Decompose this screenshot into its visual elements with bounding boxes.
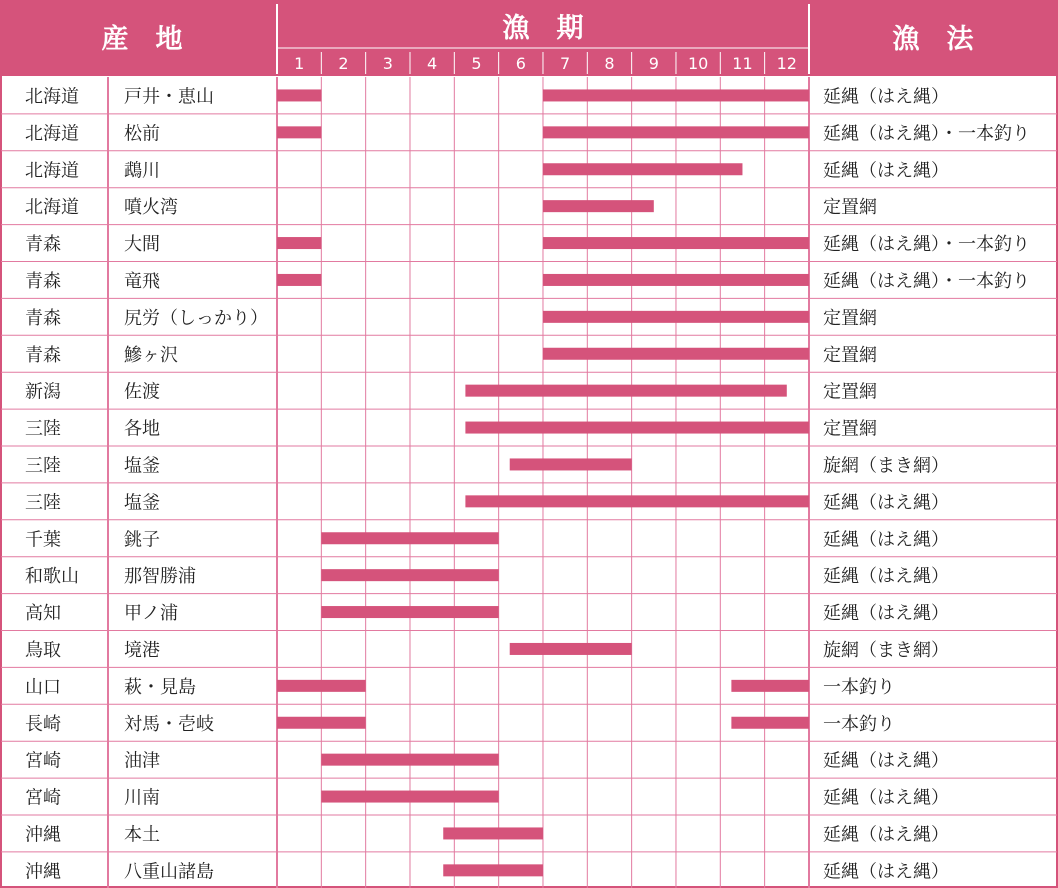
season-bar: [277, 717, 366, 729]
season-bar: [543, 237, 809, 249]
area-cell: 鵡川: [124, 160, 160, 182]
month-label: 6: [515, 54, 526, 73]
area-cell: 松前: [124, 123, 160, 145]
season-bar: [321, 569, 498, 581]
area-cell: 対馬・壱岐: [124, 713, 214, 735]
season-bar: [543, 348, 809, 360]
month-label: 7: [560, 54, 571, 73]
method-cell: 旋網（まき網）: [823, 639, 949, 661]
season-bar: [543, 163, 742, 175]
area-cell: 竜飛: [124, 270, 160, 292]
area-cell: 境港: [124, 639, 160, 661]
prefecture-cell: 高知: [25, 603, 61, 625]
prefecture-cell: 北海道: [25, 160, 79, 182]
method-cell: 延縄（はえ縄）: [823, 861, 949, 883]
area-cell: 尻労（しっかり）: [124, 307, 268, 329]
season-bar: [277, 126, 321, 138]
area-cell: 川南: [124, 787, 160, 809]
month-label: 2: [338, 54, 349, 73]
prefecture-cell: 青森: [25, 307, 61, 329]
area-cell: 大間: [124, 234, 160, 256]
month-label: 1: [294, 54, 305, 73]
month-label: 9: [648, 54, 659, 73]
area-cell: 各地: [124, 418, 160, 440]
season-bar: [543, 89, 809, 101]
area-cell: 銚子: [124, 529, 160, 551]
method-cell: 定置網: [823, 418, 877, 440]
area-cell: 鰺ヶ沢: [124, 344, 178, 366]
prefecture-cell: 沖縄: [25, 824, 61, 846]
season-bar: [465, 495, 809, 507]
prefecture-cell: 宮崎: [25, 750, 61, 772]
month-label: 11: [732, 54, 753, 73]
method-cell: 延縄（はえ縄）: [823, 86, 949, 108]
prefecture-cell: 山口: [25, 676, 61, 698]
season-bar: [731, 717, 809, 729]
method-cell: 延縄（はえ縄）・一本釣り: [823, 123, 1030, 145]
season-bar: [543, 274, 809, 286]
method-cell: 延縄（はえ縄）・一本釣り: [823, 270, 1030, 292]
method-cell: 定置網: [823, 307, 877, 329]
prefecture-cell: 青森: [25, 270, 61, 292]
method-cell: 延縄（はえ縄）: [823, 603, 949, 625]
season-bar: [543, 311, 809, 323]
area-cell: 萩・見島: [124, 676, 196, 698]
method-cell: 定置網: [823, 344, 877, 366]
season-bar: [277, 89, 321, 101]
season-header: 漁 期: [502, 13, 584, 44]
region-header: 産 地: [101, 24, 183, 55]
area-cell: 塩釜: [124, 455, 160, 477]
prefecture-cell: 和歌山: [25, 566, 79, 588]
area-cell: 油津: [124, 750, 160, 772]
prefecture-cell: 青森: [25, 234, 61, 256]
season-bar: [443, 864, 543, 876]
method-cell: 旋網（まき網）: [823, 455, 949, 477]
method-cell: 延縄（はえ縄）: [823, 529, 949, 551]
area-cell: 噴火湾: [124, 197, 178, 219]
season-bar: [321, 532, 498, 544]
prefecture-cell: 三陸: [25, 455, 61, 477]
method-cell: 延縄（はえ縄）: [823, 787, 949, 809]
prefecture-cell: 千葉: [25, 529, 61, 551]
prefecture-cell: 長崎: [25, 713, 61, 735]
season-bar: [277, 237, 321, 249]
prefecture-cell: 新潟: [25, 381, 61, 403]
area-cell: 甲ノ浦: [124, 603, 178, 625]
month-label: 5: [471, 54, 482, 73]
area-cell: 佐渡: [124, 381, 160, 403]
season-bar: [510, 643, 632, 655]
prefecture-cell: 沖縄: [25, 861, 61, 883]
method-cell: 延縄（はえ縄）: [823, 824, 949, 846]
season-bar: [465, 422, 809, 434]
method-cell: 一本釣り: [823, 676, 895, 698]
prefecture-cell: 宮崎: [25, 787, 61, 809]
season-bar: [277, 274, 321, 286]
season-bar: [543, 200, 654, 212]
month-label: 10: [687, 54, 709, 73]
method-cell: 延縄（はえ縄）: [823, 160, 949, 182]
prefecture-cell: 鳥取: [25, 639, 61, 661]
prefecture-cell: 北海道: [25, 86, 79, 108]
method-cell: 延縄（はえ縄）: [823, 492, 949, 514]
area-cell: 戸井・恵山: [124, 86, 214, 108]
season-bar: [321, 791, 498, 803]
prefecture-cell: 北海道: [25, 197, 79, 219]
season-bar: [465, 385, 786, 397]
method-header: 漁 法: [892, 24, 974, 55]
method-cell: 定置網: [823, 197, 877, 219]
season-bar: [321, 754, 498, 766]
prefecture-cell: 三陸: [25, 492, 61, 514]
prefecture-cell: 北海道: [25, 123, 79, 145]
season-bar: [731, 680, 809, 692]
method-cell: 定置網: [823, 381, 877, 403]
season-bar: [321, 606, 498, 618]
method-cell: 延縄（はえ縄）: [823, 750, 949, 772]
area-cell: 八重山諸島: [124, 861, 214, 883]
season-bar: [543, 126, 809, 138]
area-cell: 那智勝浦: [124, 566, 196, 588]
prefecture-cell: 三陸: [25, 418, 61, 440]
month-label: 4: [427, 54, 438, 73]
season-bar: [277, 680, 366, 692]
method-cell: 一本釣り: [823, 713, 895, 735]
prefecture-cell: 青森: [25, 344, 61, 366]
month-label: 8: [604, 54, 615, 73]
area-cell: 本土: [124, 824, 160, 846]
season-bar: [443, 827, 543, 839]
method-cell: 延縄（はえ縄）: [823, 566, 949, 588]
method-cell: 延縄（はえ縄）・一本釣り: [823, 234, 1030, 256]
area-cell: 塩釜: [124, 492, 160, 514]
month-label: 3: [382, 54, 393, 73]
month-label: 12: [776, 54, 797, 73]
season-bar: [510, 458, 632, 470]
